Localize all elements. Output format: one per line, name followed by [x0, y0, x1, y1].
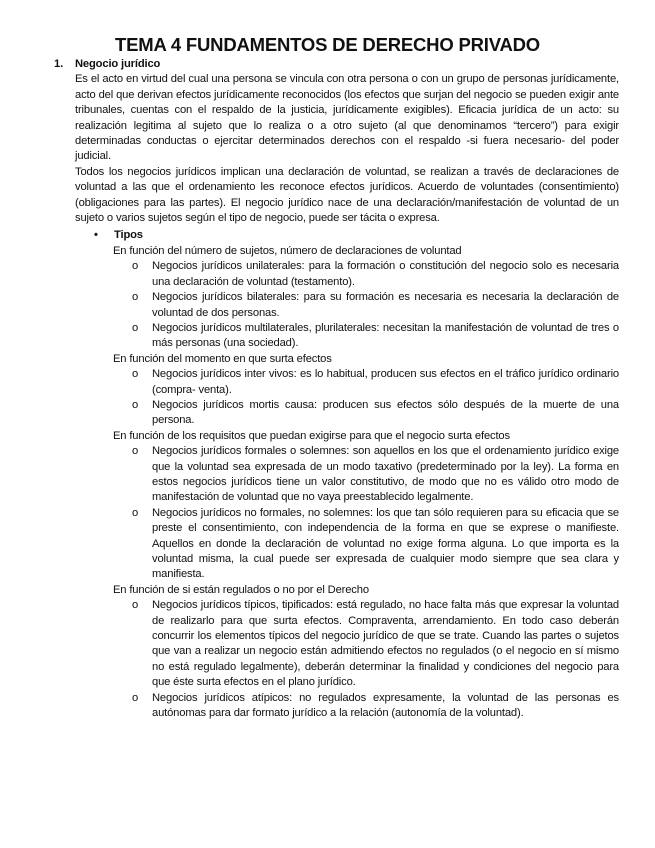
category-heading: En función de si están regulados o no por el Derecho [113, 583, 369, 596]
circle-bullet-icon: o [132, 445, 139, 458]
list-item-text: Negocios jurídicos típicos, tipificados: está regulado, no hace falta más que expresar la voluntad de realizarlo para que surta efectos. Compraventa, arrendamiento. En todo caso deberán concurrir los elementos típicos del negocio jurídico de que se trate. Cuando las partes o sujetos que van a realizar un negocio están admitiendo efectos no regulados (o el negocio en sí mismo no está regulado legalmente), deberán determinar la finalidad y condiciones del negocio para que éste surta efectos en el plano jurídico. [152, 599, 619, 689]
list-item-text: Negocios jurídicos inter vivos: es lo habitual, producen sus efectos en el tráfico jurídico ordinario (compra- venta). [152, 368, 619, 396]
section-title: Negocio jurídico [75, 58, 161, 70]
list-item [132, 506, 619, 583]
list-item-text: Negocios jurídicos formales o solemnes: son aquellos en los que el ordenamiento jurídico exige que la voluntad sea expresada de un modo taxativo (predeterminado por la ley). La forma en estos negocios jurídicos tiene un valor constitutivo, de modo que no es válido otro modo de manifestación de voluntad que no vaya preestablecido legalmente. [152, 445, 619, 504]
paragraph: Es el acto en virtud del cual una persona se vincula con otra persona o con un grupo de personas jurídicamente, acto del que derivan efectos jurídicamente reconocidos (los efectos que surjan del negocio se pueden exigir ante tribunales, cuentas con el respaldo de la justicia, jurídicamente exigibles). Eficacia jurídica de un acto: su realización legitima al sujeto que lo realiza o a otro sujeto (al que denominamos “tercero”) para exigir determinadas conductas o ejercitar determinados derechos con el respaldo -si fuera necesario- del poder judicial. [75, 73, 619, 163]
document-title: TEMA 4 FUNDAMENTOS DE DERECHO PRIVADO [115, 34, 540, 55]
document-body [54, 57, 619, 721]
list-item-text: Negocios jurídicos no formales, no solemnes: los que tan sólo requieren para su eficacia que se preste el consentimiento, con independencia de la forma en que se exprese o manifieste. Aquellos en donde la declaración de voluntad no exige forma alguna. Lo que importa es la voluntad misma, la cual puede ser expresada de cualquier modo siempre que sea clara y manifiesta. [152, 506, 619, 581]
list-item [132, 290, 619, 321]
circle-bullet-icon: o [132, 291, 139, 304]
category-heading: En función del número de sujetos, número de declaraciones de voluntad [113, 244, 462, 257]
section-heading [54, 57, 619, 72]
section-number: 1. [54, 58, 64, 70]
bullet-icon: • [94, 229, 98, 242]
list-item [132, 691, 619, 722]
bullet-label: Tipos [114, 229, 143, 242]
circle-bullet-icon: o [132, 506, 139, 519]
category-heading: En función de los requisitos que puedan exigirse para que el negocio surta efectos [113, 429, 510, 442]
circle-bullet-icon: o [132, 398, 139, 411]
list-item-text: Negocios jurídicos mortis causa: producen sus efectos sólo después de la muerte de una persona. [152, 398, 619, 427]
list-item-text: Negocios jurídicos multilaterales, plurilaterales: necesitan la manifestación de voluntad de tres o más personas (una sociedad). [152, 321, 619, 350]
list-item [132, 444, 619, 506]
circle-bullet-icon: o [132, 260, 139, 273]
list-item-text: Negocios jurídicos bilaterales: para su formación es necesaria es necesaria la declaración de voluntad de dos personas. [152, 291, 619, 319]
circle-bullet-icon: o [132, 599, 139, 612]
paragraph: Todos los negocios jurídicos implican una declaración de voluntad, se realizan a través de declaraciones de voluntad a las que el ordenamiento les reconoce efectos jurídicos. Acuerdo de voluntades (consentimiento) (obligaciones para las partes). El negocio jurídico nace de una declaración/manifestación de voluntad de un sujeto o varios sujetos según el tipo de negocio, puede ser tácita o expresa. [75, 165, 619, 225]
list-item [132, 367, 619, 398]
list-item [132, 259, 619, 290]
list-item [132, 321, 619, 352]
list-item [132, 598, 619, 690]
category-heading: En función del momento en que surta efectos [113, 352, 332, 365]
types-bullet [94, 228, 619, 243]
circle-bullet-icon: o [132, 368, 139, 381]
circle-bullet-icon: o [132, 691, 139, 704]
circle-bullet-icon: o [132, 321, 139, 334]
list-item [132, 398, 619, 429]
list-item-text: Negocios jurídicos unilaterales: para la formación o constitución del negocio solo es necesaria una declaración de voluntad (testamento). [152, 260, 619, 288]
list-item-text: Negocios jurídicos atípicos: no regulados expresamente, la voluntad de las personas es autónomas para dar formato jurídico a la relación (autonomía de la voluntad). [152, 691, 619, 720]
